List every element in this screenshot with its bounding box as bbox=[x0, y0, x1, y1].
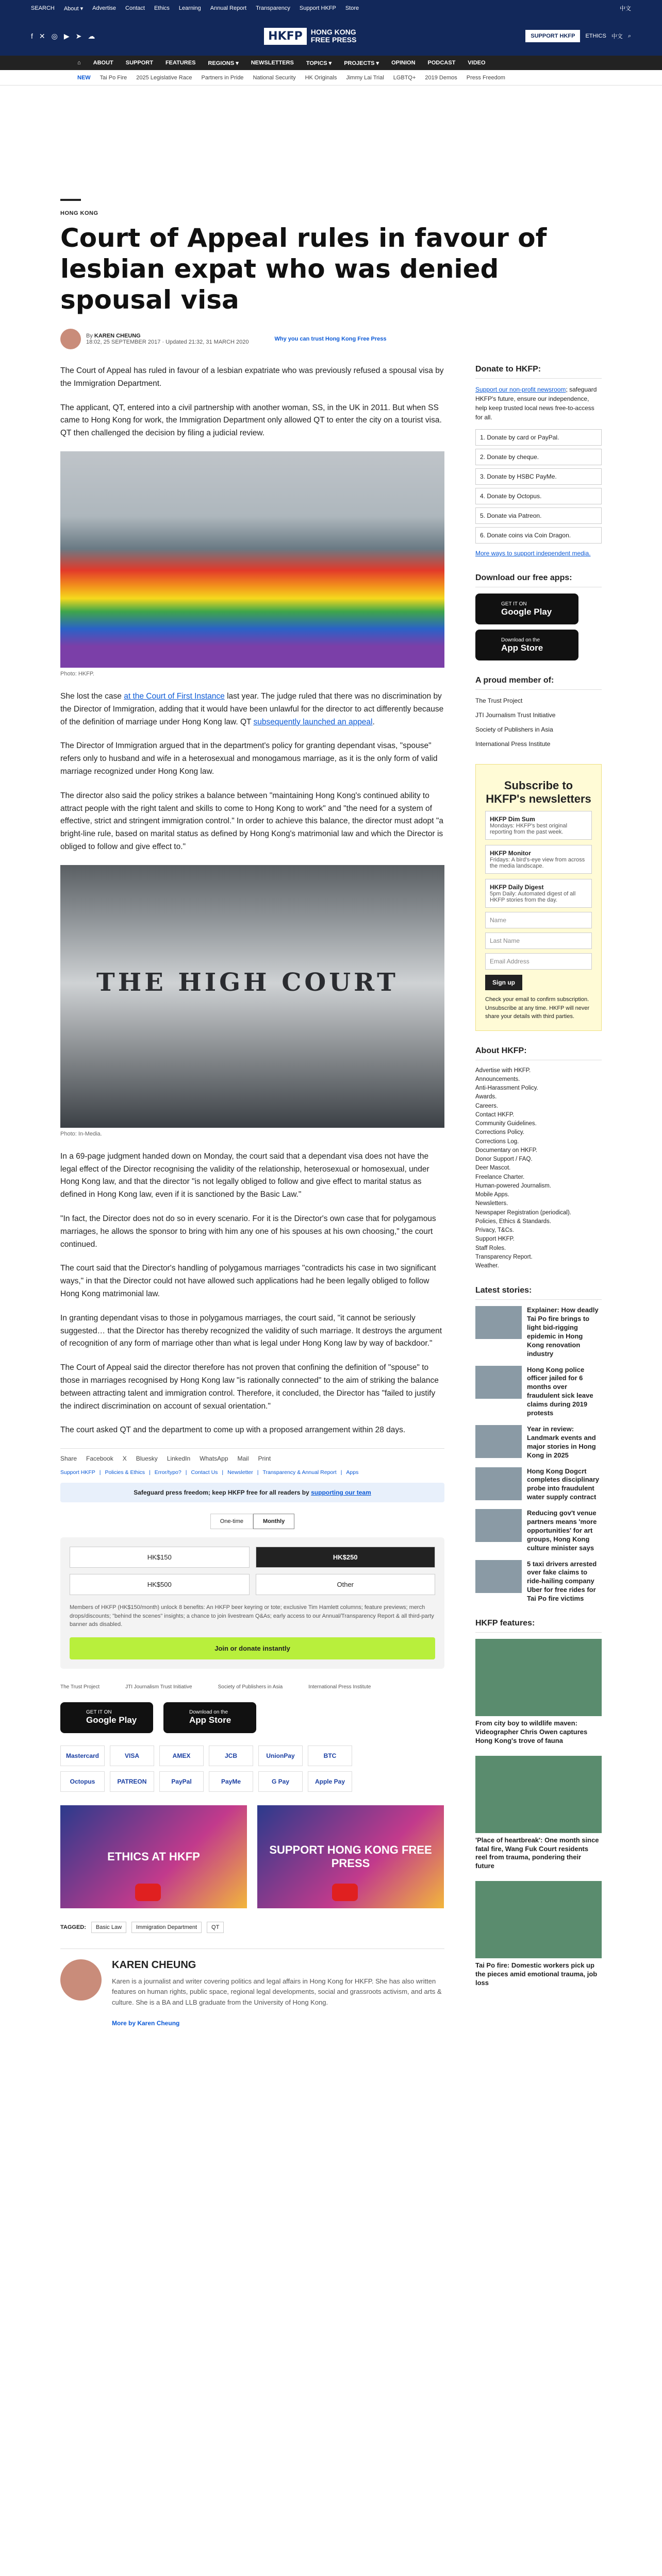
policy-link[interactable]: Policies & Ethics bbox=[105, 1469, 145, 1476]
masthead bbox=[0, 16, 662, 56]
story-thumbnail bbox=[475, 1366, 522, 1399]
newsletter-option[interactable]: HKFP Monitor Fridays: A bird's-eye view from across the media landscape. bbox=[485, 845, 592, 874]
latest-story[interactable]: Hong Kong police officer jailed for 6 months over fraudulent sick leave claims during 2019 protests bbox=[475, 1366, 602, 1418]
bluesky-icon[interactable]: ☁ bbox=[88, 31, 95, 40]
apple-pay-icon: Apple Pay bbox=[308, 1771, 352, 1792]
amount-option[interactable]: HK$500 bbox=[70, 1574, 250, 1595]
about-item[interactable]: Documentary on HKFP. bbox=[475, 1147, 537, 1154]
about-item[interactable]: Transparency Report. bbox=[475, 1253, 533, 1260]
about-item[interactable]: Anti-Harassment Policy. bbox=[475, 1085, 538, 1091]
trending-item[interactable]: 2025 Legislative Race bbox=[136, 74, 192, 81]
about-item[interactable]: Support HKFP. bbox=[475, 1236, 515, 1243]
member-title: A proud member of: bbox=[475, 676, 602, 690]
features-title: HKFP features: bbox=[475, 1619, 602, 1633]
donate-widget bbox=[60, 1537, 444, 1669]
trending-item[interactable]: Jimmy Lai Trial bbox=[346, 74, 384, 81]
amount-option-selected[interactable]: HK$250 bbox=[256, 1547, 436, 1568]
about-title: About HKFP: bbox=[475, 1046, 602, 1060]
jti-badge[interactable]: JTI Journalism Trust Initiative bbox=[125, 1684, 192, 1690]
story-thumbnail bbox=[475, 1306, 522, 1339]
article-title: Court of Appeal rules in favour of lesbian expat who was denied spousal visa bbox=[60, 223, 547, 315]
latest-title: Latest stories: bbox=[475, 1286, 602, 1300]
search-link[interactable]: SEARCH bbox=[31, 5, 55, 11]
more-by-author-link[interactable]: More by Karen Cheung bbox=[112, 2019, 180, 2027]
feature-thumbnail bbox=[475, 1756, 602, 1833]
paragraph: In a 69-page judgment handed down on Monday, the court said that a dependant visa does not have the legal effect of the Director recognising the validity of the relationship, heterosexual or homosexual, under Hong Kong law, and that the director "is not legally obliged to follow and give effect to marital status as defined in Hong Kong law, even if it is sanctioned by the Basic Law." bbox=[60, 1151, 429, 1199]
share-linkedin[interactable]: LinkedIn bbox=[167, 1455, 191, 1463]
rainbow-flag-photo bbox=[60, 451, 444, 668]
topbar-link-ethics[interactable]: Ethics bbox=[154, 5, 170, 11]
trust-link[interactable]: Why you can trust Hong Kong Free Press bbox=[274, 336, 387, 342]
latest-story[interactable]: 5 taxi drivers arrested over fake claims to ride-hailing company Uber for free rides for Tai Po fire victims bbox=[475, 1560, 602, 1603]
amount-option-other[interactable]: Other bbox=[256, 1574, 436, 1595]
newsletter-option[interactable]: HKFP Daily Digest 5pm Daily: Automated digest of all HKFP stories from the day. bbox=[485, 879, 592, 908]
one-time-tab[interactable]: One-time bbox=[210, 1514, 253, 1529]
donate-frequency-toggle bbox=[60, 1514, 444, 1529]
about-item[interactable]: Newspaper Registration (periodical). bbox=[475, 1209, 571, 1216]
nav-features[interactable]: FEATURES bbox=[165, 60, 196, 66]
trending-bar bbox=[0, 70, 662, 86]
trending-item[interactable]: Press Freedom bbox=[466, 74, 505, 81]
policy-link[interactable]: Contact Us bbox=[191, 1469, 218, 1476]
policy-link[interactable]: Apps bbox=[346, 1469, 359, 1476]
more-ways-link[interactable]: More ways to support independent media. bbox=[475, 550, 591, 557]
email-field[interactable]: Email Address bbox=[485, 953, 592, 970]
press-freedom-banner: Safeguard press freedom; keep HKFP free for all readers by supporting our team bbox=[60, 1483, 444, 1502]
latest-story[interactable]: Explainer: How deadly Tai Po fire brings to light bid-rigging epidemic in Hong Kong renovation industry bbox=[475, 1306, 602, 1358]
policy-link[interactable]: Transparency & Annual Report bbox=[262, 1469, 337, 1476]
mastercard-icon: Mastercard bbox=[60, 1745, 105, 1766]
about-item[interactable]: Donor Support / FAQ. bbox=[475, 1156, 533, 1162]
donate-intro: Support our non-profit newsroom; safeguard HKFP's future, ensure our independence, help keep trusted local news free-to-access for all. bbox=[475, 386, 597, 421]
share-label: Share bbox=[60, 1455, 77, 1463]
policy-links: Support HKFP | Policies & Ethics | Error/typo? | Contact Us | Newsletter | Transparency & Annual Report | Apps bbox=[60, 1469, 359, 1476]
feature-story[interactable]: Tai Po fire: Domestic workers pick up the pieces amid emotional trauma, job loss bbox=[475, 1881, 602, 1988]
member-badges bbox=[60, 1684, 444, 1690]
last-name-field[interactable]: Last Name bbox=[485, 933, 592, 949]
sopa-badge[interactable]: Society of Publishers in Asia bbox=[218, 1684, 283, 1690]
photo-caption: Photo: HKFP. bbox=[60, 670, 94, 677]
ethics-video[interactable]: ETHICS AT HKFP bbox=[60, 1805, 247, 1908]
policy-link[interactable]: Newsletter bbox=[227, 1469, 253, 1476]
paragraph: In granting dependant visas to those in polygamous marriages, the court said, "it cannot be seriously suggested… that the Director has thereby recognized the validity of such marriage. It destroys the argument of recognition of any form of marriage other than what is legal under Hong Kong law by way of backdoor." bbox=[60, 1313, 442, 1348]
sidebar-badge[interactable]: JTI Journalism Trust Initiative bbox=[475, 711, 556, 719]
logo-line2: FREE PRESS bbox=[310, 36, 357, 44]
author-bio-text: Karen is a journalist and writer covering politics and legal affairs in Hong Kong for HKFP. She has also written features on human rights, public space, regional legal developments, social and grassroots activism, and arts & culture. She is a BA and LLB graduate from the University of Hong Kong. bbox=[112, 1977, 442, 2007]
subscribe-title: Subscribe to HKFP's newsletters bbox=[486, 779, 591, 805]
byline-by: By bbox=[86, 333, 93, 339]
sidebar-badge[interactable]: Society of Publishers in Asia bbox=[475, 726, 553, 733]
share-x[interactable]: X bbox=[122, 1455, 127, 1463]
jcb-icon: JCB bbox=[209, 1745, 253, 1766]
share-print[interactable]: Print bbox=[258, 1455, 271, 1463]
telegram-icon[interactable]: ➤ bbox=[75, 31, 82, 40]
about-item[interactable]: Announcements. bbox=[475, 1076, 520, 1082]
x-icon[interactable]: ✕ bbox=[39, 31, 45, 40]
payme-icon: PayMe bbox=[209, 1771, 253, 1792]
about-item[interactable]: Freelance Charter. bbox=[475, 1174, 525, 1180]
court-first-instance-link[interactable]: at the Court of First Instance bbox=[124, 691, 225, 701]
sidebar-app-store[interactable]: Download on the App Store bbox=[475, 630, 578, 660]
feature-thumbnail bbox=[475, 1881, 602, 1958]
about-item[interactable]: Staff Roles. bbox=[475, 1245, 506, 1251]
story-thumbnail bbox=[475, 1467, 522, 1500]
latest-story[interactable]: Year in review: Landmark events and major stories in Hong Kong in 2025 bbox=[475, 1425, 602, 1460]
share-bar bbox=[60, 1448, 444, 1462]
photo-caption: Photo: In-Media. bbox=[60, 1130, 102, 1137]
latest-story[interactable]: Reducing gov't venue partners means 'more opportunities' for art groups, Hong Kong culture minister says bbox=[475, 1509, 602, 1552]
share-mail[interactable]: Mail bbox=[237, 1455, 249, 1463]
about-item[interactable]: Awards. bbox=[475, 1094, 497, 1100]
title-rule bbox=[60, 199, 81, 201]
topbar-link-store[interactable]: Store bbox=[345, 5, 359, 11]
payment-methods bbox=[60, 1745, 370, 1792]
sidebar bbox=[475, 365, 602, 2027]
paragraph: The court asked QT and the department to come up with a proposed arrangement within 28 days. bbox=[60, 1426, 406, 1435]
amount-option[interactable]: HK$150 bbox=[70, 1547, 250, 1568]
trust-project-badge[interactable]: The Trust Project bbox=[60, 1684, 100, 1690]
video-promos bbox=[60, 1805, 444, 1908]
topbar-link-contact[interactable]: Contact bbox=[125, 5, 145, 11]
author-link[interactable]: KAREN CHEUNG bbox=[94, 333, 141, 339]
support-video[interactable]: SUPPORT HONG KONG FREE PRESS bbox=[257, 1805, 444, 1908]
trending-item[interactable]: Tai Po Fire bbox=[100, 74, 127, 81]
about-item[interactable]: Human-powered Journalism. bbox=[475, 1182, 552, 1189]
trending-new-label: NEW bbox=[77, 74, 91, 81]
apps-title: Download our free apps: bbox=[475, 573, 602, 587]
topbar-link-about[interactable]: About ▾ bbox=[63, 5, 84, 12]
donate-option[interactable]: 4. Donate by Octopus. bbox=[475, 488, 602, 504]
paragraph: "In fact, the Director does not do so in every scenario. For it is the Director's own case that for polygamous marriages, he allows the sponsor to bring with him any one of his spouses at his own choosing," the court continued. bbox=[60, 1214, 436, 1249]
google-play-button[interactable]: GET IT ON Google Play bbox=[60, 1702, 153, 1733]
youtube-icon[interactable]: ▶ bbox=[63, 31, 70, 40]
support-newsroom-link[interactable]: Support our non-profit newsroom bbox=[475, 386, 566, 393]
patreon-icon: PATREON bbox=[110, 1771, 154, 1792]
signup-button[interactable]: Sign up bbox=[485, 975, 522, 990]
member-benefits-text: Members of HKFP (HK$150/month) unlock 8 benefits: An HKFP beer keyring or tote; exclusive Tim Hamlett columns; feature previews; merch drops/discounts; "behind the scenes" insights; a chance to join livestream Q&As; early access to our Annual/Transparency Report & all third-party banner ads disabled. bbox=[70, 1604, 434, 1628]
about-item[interactable]: Contact HKFP. bbox=[475, 1111, 515, 1118]
top-utility-bar bbox=[0, 0, 662, 16]
trending-item[interactable]: 2019 Demos bbox=[425, 74, 457, 81]
donate-title: Donate to HKFP: bbox=[475, 365, 602, 379]
about-item[interactable]: Advertise with HKFP. bbox=[475, 1067, 531, 1074]
support-hkfp-button[interactable]: SUPPORT HKFP bbox=[525, 30, 580, 42]
about-item[interactable]: Corrections Log. bbox=[475, 1138, 519, 1145]
logo-line1: HONG KONG bbox=[310, 27, 356, 36]
about-item[interactable]: Policies, Ethics & Standards. bbox=[475, 1218, 552, 1225]
unionpay-icon: UnionPay bbox=[258, 1745, 303, 1766]
share-whatsapp[interactable]: WhatsApp bbox=[200, 1455, 228, 1463]
newsletter-option[interactable]: HKFP Dim Sum Mondays: HKFP's best original reporting from the past week. bbox=[485, 811, 592, 840]
tag-qt[interactable]: QT bbox=[207, 1922, 224, 1933]
support-team-link[interactable]: supporting our team bbox=[311, 1489, 371, 1497]
article-dates: 18:02, 25 SEPTEMBER 2017 · Updated 21:32, 31 MARCH 2020 bbox=[86, 339, 249, 345]
google-pay-icon: G Pay bbox=[258, 1771, 303, 1792]
main-nav bbox=[0, 56, 662, 70]
donate-options bbox=[475, 429, 602, 544]
feature-story[interactable]: From city boy to wildlife maven: Videographer Chris Owen captures Hong Kong's trove of fauna bbox=[475, 1639, 602, 1745]
story-thumbnail bbox=[475, 1560, 522, 1593]
name-field[interactable]: Name bbox=[485, 912, 592, 928]
logo-mark: HKFP bbox=[264, 28, 307, 45]
about-item[interactable]: Newsletters. bbox=[475, 1200, 508, 1207]
app-store-button[interactable]: Download on the App Store bbox=[163, 1702, 256, 1733]
high-court-photo bbox=[60, 865, 444, 1128]
story-thumbnail bbox=[475, 1425, 522, 1458]
newsletter-signup bbox=[475, 764, 602, 1031]
topbar-link-support[interactable]: Support HKFP bbox=[299, 5, 336, 11]
ipi-badge[interactable]: International Press Institute bbox=[308, 1684, 371, 1690]
amex-icon: AMEX bbox=[159, 1745, 204, 1766]
play-icon[interactable] bbox=[332, 1884, 358, 1901]
search-icon[interactable]: ⌕ bbox=[627, 32, 631, 39]
join-donate-button[interactable]: Join or donate instantly bbox=[70, 1637, 435, 1659]
donate-option[interactable]: 2. Donate by cheque. bbox=[475, 449, 602, 465]
share-facebook[interactable]: Facebook bbox=[86, 1455, 113, 1463]
about-item[interactable]: Community Guidelines. bbox=[475, 1121, 537, 1127]
home-icon[interactable]: ⌂ bbox=[77, 60, 81, 66]
nav-opinion[interactable]: OPINION bbox=[391, 60, 416, 66]
paragraph: The Director of Immigration argued that in the department's policy for granting dependant visas, "spouse" refers only to husband and wife in a heterosexual and monogamous marriage, as it is the only form of valid marriage recognized under Hong Kong law. bbox=[60, 741, 438, 776]
author-bio-name[interactable]: KAREN CHEUNG bbox=[112, 1959, 196, 1971]
app-store-buttons bbox=[60, 1702, 444, 1733]
nav-regions[interactable]: REGIONS ▾ bbox=[208, 60, 239, 66]
donate-option[interactable]: 5. Donate via Patreon. bbox=[475, 507, 602, 524]
sidebar-badge[interactable]: International Press Institute bbox=[475, 740, 551, 748]
site-logo[interactable] bbox=[264, 28, 356, 45]
nav-podcast[interactable]: PODCAST bbox=[427, 60, 456, 66]
nav-about[interactable]: ABOUT bbox=[93, 60, 113, 66]
author-bio bbox=[60, 1948, 444, 2027]
paragraph: The court said that the Director's handling of polygamous marriages "contradicts his case in two significant ways," in that the Director could not have allowed such applications had he been legally obliged to follow Hong Kong matrimonial law. bbox=[60, 1264, 436, 1298]
nav-newsletters[interactable]: NEWSLETTERS bbox=[251, 60, 294, 66]
ethics-link[interactable]: ETHICS bbox=[585, 33, 606, 39]
about-item[interactable]: Mobile Apps. bbox=[475, 1192, 509, 1198]
trending-item[interactable]: HK Originals bbox=[305, 74, 337, 81]
trending-item[interactable]: Partners in Pride bbox=[201, 74, 244, 81]
about-item[interactable]: Corrections Policy. bbox=[475, 1129, 525, 1136]
paragraph: The applicant, QT, entered into a civil partnership with another woman, SS, in the UK in 2011. But when SS came to Hong Kong for work, the Immigration Department only allowed QT to enter the city on a tourist visa. QT then challenged the decision by filing a judicial review. bbox=[60, 403, 442, 438]
paragraph: The Court of Appeal has ruled in favour of a lesbian expatriate who was previously refused a spousal visa by the Immigration Department. bbox=[60, 366, 444, 388]
paragraph: She lost the case at the Court of First Instance last year. The judge ruled that there was no discrimination by the Director of Immigration, adding that it would have been unlawful for the director to act differently because of the definition of marriage under Hong Kong law. QT subsequently launched an appeal. bbox=[60, 691, 444, 726]
about-item[interactable]: Weather. bbox=[475, 1263, 499, 1269]
topbar-link-transparency[interactable]: Transparency bbox=[256, 5, 290, 11]
about-item[interactable]: Careers. bbox=[475, 1103, 499, 1109]
topbar-lang-link[interactable]: 中文 bbox=[620, 6, 631, 12]
tagged-label: TAGGED: bbox=[60, 1924, 86, 1930]
about-list bbox=[475, 1066, 602, 1271]
bitcoin-icon: BTC bbox=[308, 1745, 352, 1766]
paypal-icon: PayPal bbox=[159, 1771, 204, 1792]
visa-icon: VISA bbox=[110, 1745, 154, 1766]
feature-thumbnail bbox=[475, 1639, 602, 1716]
play-icon[interactable] bbox=[135, 1884, 161, 1901]
octopus-icon: Octopus bbox=[60, 1771, 105, 1792]
author-bio-avatar bbox=[60, 1959, 102, 2001]
donate-option[interactable]: 3. Donate by HSBC PayMe. bbox=[475, 468, 602, 485]
sidebar-badge[interactable]: The Trust Project bbox=[475, 697, 523, 704]
tag-list bbox=[60, 1922, 444, 1933]
donate-option[interactable]: 6. Donate coins via Coin Dragon. bbox=[475, 527, 602, 544]
feature-story[interactable]: 'Place of heartbreak': One month since fatal fire, Wang Fuk Court residents reel from trauma, pondering their future bbox=[475, 1756, 602, 1871]
monthly-tab[interactable]: Monthly bbox=[253, 1514, 294, 1529]
instagram-icon[interactable]: ◎ bbox=[51, 31, 58, 40]
nav-video[interactable]: VIDEO bbox=[468, 60, 486, 66]
article-kicker[interactable]: HONG KONG bbox=[60, 210, 98, 216]
share-bluesky[interactable]: Bluesky bbox=[136, 1455, 158, 1463]
author-avatar bbox=[60, 329, 81, 349]
paragraph: The director also said the policy strikes a balance between "maintaining Hong Kong's continued ability to attract people with the right talent and skills to come to Hong Kong to work" and "the need for a system of effective, strict and stringent immigration control." In order to achieve this balance, the director must adopt "a bright-line rule, based on marital status as defined by Hong Kong's matrimonial law and which the Director is obliged to follow and give effect to." bbox=[60, 791, 444, 851]
paragraph: The Court of Appeal said the director therefore has not proven that confining the definition of "spouse" to those in marriages recognised by Hong Kong law "is rationally connected" to the aim of striking the balance between attracting talent and immigration control. Therefore, it concluded, the Director has "failed to justify the indirect discrimination on account of sexual orientation." bbox=[60, 1363, 439, 1411]
story-thumbnail bbox=[475, 1509, 522, 1542]
tag-immigration[interactable]: Immigration Department bbox=[131, 1922, 202, 1933]
topbar-link-learning[interactable]: Learning bbox=[178, 5, 201, 11]
social-icons bbox=[31, 32, 95, 41]
policy-link[interactable]: Error/typo? bbox=[154, 1469, 181, 1476]
topbar-link-advertise[interactable]: Advertise bbox=[92, 5, 117, 11]
policy-link[interactable]: Support HKFP bbox=[60, 1469, 95, 1476]
trending-item[interactable]: National Security bbox=[253, 74, 296, 81]
sidebar-google-play[interactable]: GET IT ON Google Play bbox=[475, 594, 578, 624]
latest-story[interactable]: Hong Kong Dogcrt completes disciplinary probe into fraudulent water supply contract bbox=[475, 1467, 602, 1502]
lang-link[interactable]: 中文 bbox=[611, 33, 623, 40]
about-item[interactable]: Deer Mascot. bbox=[475, 1165, 511, 1172]
signup-note: Check your email to confirm subscription. Unsubscribe at any time. HKFP will never share your details with third parties. bbox=[485, 996, 590, 1020]
nav-projects[interactable]: PROJECTS ▾ bbox=[344, 60, 379, 66]
tag-basic-law[interactable]: Basic Law bbox=[91, 1922, 126, 1933]
court-sign-text: THE HIGH COURT bbox=[96, 968, 399, 997]
appeal-link[interactable]: subsequently launched an appeal bbox=[253, 717, 373, 726]
byline bbox=[60, 329, 602, 349]
nav-topics[interactable]: TOPICS ▾ bbox=[306, 60, 332, 66]
about-item[interactable]: Privacy, T&Cs. bbox=[475, 1227, 514, 1233]
article-body bbox=[60, 365, 444, 2027]
topbar-link-annual-report[interactable]: Annual Report bbox=[210, 5, 247, 11]
facebook-icon[interactable]: f bbox=[31, 31, 33, 40]
trending-item[interactable]: LGBTQ+ bbox=[393, 74, 416, 81]
nav-support[interactable]: SUPPORT bbox=[125, 60, 153, 66]
donate-option[interactable]: 1. Donate by card or PayPal. bbox=[475, 429, 602, 446]
